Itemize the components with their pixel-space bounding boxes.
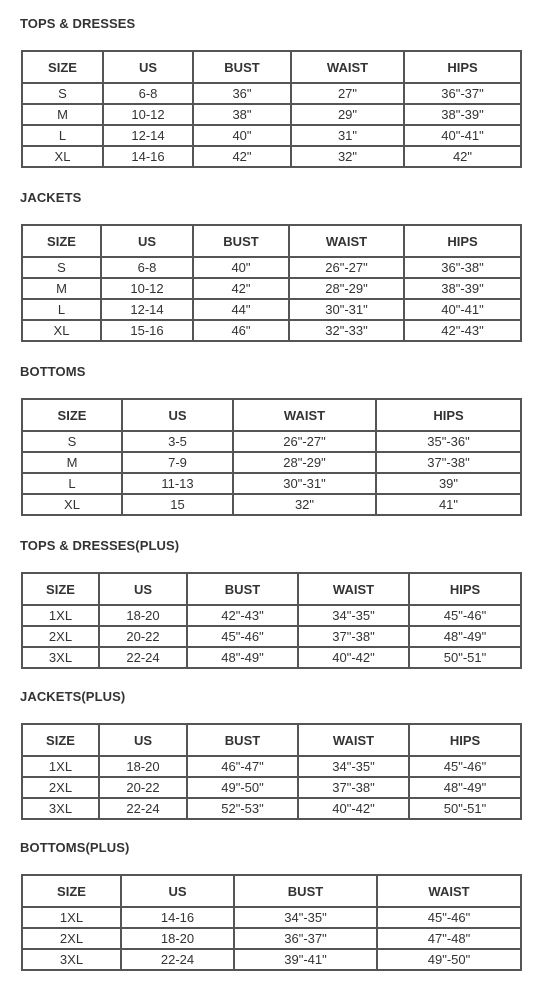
table-cell-hips: 35"-36": [376, 431, 521, 452]
table-cell-size: 2XL: [22, 626, 99, 647]
table-cell-hips: 36"-37": [404, 83, 521, 104]
table-row: [22, 605, 521, 626]
table-cell-size: XL: [22, 494, 122, 515]
table-cell-waist: 40"-42": [298, 647, 409, 668]
column-header-size: SIZE: [22, 875, 121, 907]
table-cell-waist: 30"-31": [233, 473, 376, 494]
table-cell-hips: 42": [404, 146, 521, 167]
column-header-waist: WAIST: [291, 51, 404, 83]
table-cell-size: L: [22, 299, 101, 320]
column-header-bust: BUST: [234, 875, 377, 907]
table-cell-bust: 45"-46": [187, 626, 298, 647]
table-cell-us: 18-20: [99, 756, 187, 777]
table-cell-bust: 49"-50": [187, 777, 298, 798]
section-title-jackets-plus: JACKETS(PLUS): [20, 689, 126, 704]
size-table-tops-dresses-plus: [21, 572, 522, 669]
section-title-tops-dresses-plus: TOPS & DRESSES(PLUS): [20, 538, 180, 553]
table-cell-hips: 45"-46": [409, 756, 521, 777]
table-cell-size: S: [22, 257, 101, 278]
table-cell-bust: 34"-35": [234, 907, 377, 928]
table-cell-us: 20-22: [99, 626, 187, 647]
table-cell-waist: 26"-27": [233, 431, 376, 452]
column-header-bust: BUST: [193, 51, 291, 83]
size-table-bottoms-plus: [21, 874, 522, 971]
table-header-row: [22, 399, 521, 431]
table-cell-bust: 36"-37": [234, 928, 377, 949]
size-table-jackets: [21, 224, 522, 342]
table-cell-waist: 37"-38": [298, 626, 409, 647]
table-row: [22, 320, 521, 341]
table-row: [22, 626, 521, 647]
column-header-waist: WAIST: [298, 724, 409, 756]
table-cell-us: 3-5: [122, 431, 233, 452]
table-cell-size: M: [22, 104, 103, 125]
table-cell-us: 7-9: [122, 452, 233, 473]
table-row: [22, 431, 521, 452]
table-cell-waist: 37"-38": [298, 777, 409, 798]
column-header-bust: BUST: [187, 724, 298, 756]
table-row: [22, 104, 521, 125]
column-header-size: SIZE: [22, 724, 99, 756]
table-cell-hips: 40"-41": [404, 299, 521, 320]
table-cell-waist: 34"-35": [298, 605, 409, 626]
table-cell-size: S: [22, 83, 103, 104]
section-title-bottoms: BOTTOMS: [20, 364, 86, 379]
column-header-hips: HIPS: [404, 225, 521, 257]
table-cell-size: M: [22, 452, 122, 473]
table-cell-size: L: [22, 125, 103, 146]
table-header-row: [22, 724, 521, 756]
column-header-us: US: [99, 724, 187, 756]
table-cell-us: 14-16: [121, 907, 234, 928]
table-cell-us: 6-8: [103, 83, 193, 104]
table-cell-us: 15-16: [101, 320, 193, 341]
table-cell-size: M: [22, 278, 101, 299]
table-cell-waist: 49"-50": [377, 949, 521, 970]
table-cell-hips: 38"-39": [404, 278, 521, 299]
table-header-row: [22, 225, 521, 257]
table-cell-us: 18-20: [121, 928, 234, 949]
table-row: [22, 125, 521, 146]
table-cell-us: 12-14: [103, 125, 193, 146]
table-cell-waist: 29": [291, 104, 404, 125]
table-row: [22, 756, 521, 777]
table-cell-us: 10-12: [103, 104, 193, 125]
table-cell-waist: 47"-48": [377, 928, 521, 949]
table-cell-size: L: [22, 473, 122, 494]
table-row: [22, 299, 521, 320]
table-cell-bust: 42": [193, 278, 289, 299]
column-header-us: US: [101, 225, 193, 257]
table-row: [22, 907, 521, 928]
column-header-us: US: [99, 573, 187, 605]
table-cell-hips: 39": [376, 473, 521, 494]
table-cell-hips: 45"-46": [409, 605, 521, 626]
table-cell-bust: 44": [193, 299, 289, 320]
table-cell-bust: 38": [193, 104, 291, 125]
table-cell-hips: 37"-38": [376, 452, 521, 473]
table-row: [22, 83, 521, 104]
table-cell-size: XL: [22, 320, 101, 341]
table-cell-size: 1XL: [22, 605, 99, 626]
table-row: [22, 647, 521, 668]
table-cell-waist: 30"-31": [289, 299, 404, 320]
table-cell-hips: 41": [376, 494, 521, 515]
table-row: [22, 949, 521, 970]
column-header-waist: WAIST: [233, 399, 376, 431]
table-row: [22, 798, 521, 819]
section-title-jackets: JACKETS: [20, 190, 82, 205]
column-header-hips: HIPS: [376, 399, 521, 431]
table-cell-hips: 50"-51": [409, 798, 521, 819]
table-cell-size: 3XL: [22, 647, 99, 668]
size-table-jackets-plus: [21, 723, 522, 820]
table-cell-bust: 40": [193, 257, 289, 278]
table-cell-waist: 32"-33": [289, 320, 404, 341]
table-cell-bust: 40": [193, 125, 291, 146]
size-table-tops-dresses: [21, 50, 522, 168]
table-row: [22, 278, 521, 299]
table-cell-bust: 42"-43": [187, 605, 298, 626]
table-cell-us: 10-12: [101, 278, 193, 299]
table-cell-waist: 45"-46": [377, 907, 521, 928]
column-header-size: SIZE: [22, 399, 122, 431]
table-cell-us: 22-24: [121, 949, 234, 970]
table-cell-hips: 48"-49": [409, 626, 521, 647]
table-cell-us: 14-16: [103, 146, 193, 167]
table-cell-size: XL: [22, 146, 103, 167]
table-cell-bust: 48"-49": [187, 647, 298, 668]
table-cell-size: 1XL: [22, 907, 121, 928]
table-cell-hips: 42"-43": [404, 320, 521, 341]
table-cell-bust: 36": [193, 83, 291, 104]
table-cell-bust: 52"-53": [187, 798, 298, 819]
table-cell-waist: 28"-29": [289, 278, 404, 299]
table-cell-size: 1XL: [22, 756, 99, 777]
table-cell-size: 3XL: [22, 798, 99, 819]
table-cell-waist: 32": [291, 146, 404, 167]
table-cell-size: S: [22, 431, 122, 452]
table-row: [22, 257, 521, 278]
column-header-us: US: [122, 399, 233, 431]
table-row: [22, 452, 521, 473]
section-title-tops-dresses: TOPS & DRESSES: [20, 16, 136, 31]
table-cell-us: 18-20: [99, 605, 187, 626]
column-header-size: SIZE: [22, 225, 101, 257]
table-cell-size: 3XL: [22, 949, 121, 970]
table-cell-size: 2XL: [22, 928, 121, 949]
table-cell-us: 20-22: [99, 777, 187, 798]
column-header-hips: HIPS: [409, 724, 521, 756]
column-header-hips: HIPS: [404, 51, 521, 83]
table-cell-us: 11-13: [122, 473, 233, 494]
table-header-row: [22, 875, 521, 907]
table-cell-bust: 46": [193, 320, 289, 341]
column-header-us: US: [121, 875, 234, 907]
table-row: [22, 494, 521, 515]
table-cell-waist: 31": [291, 125, 404, 146]
table-cell-waist: 28"-29": [233, 452, 376, 473]
table-cell-bust: 46"-47": [187, 756, 298, 777]
table-cell-hips: 36"-38": [404, 257, 521, 278]
table-cell-bust: 42": [193, 146, 291, 167]
table-row: [22, 473, 521, 494]
table-cell-us: 12-14: [101, 299, 193, 320]
column-header-bust: BUST: [193, 225, 289, 257]
table-row: [22, 146, 521, 167]
table-cell-us: 22-24: [99, 798, 187, 819]
table-cell-hips: 40"-41": [404, 125, 521, 146]
column-header-size: SIZE: [22, 573, 99, 605]
table-cell-hips: 38"-39": [404, 104, 521, 125]
size-table-bottoms: [21, 398, 522, 516]
column-header-bust: BUST: [187, 573, 298, 605]
table-cell-us: 22-24: [99, 647, 187, 668]
column-header-waist: WAIST: [289, 225, 404, 257]
column-header-size: SIZE: [22, 51, 103, 83]
table-cell-waist: 27": [291, 83, 404, 104]
table-header-row: [22, 573, 521, 605]
table-cell-hips: 50"-51": [409, 647, 521, 668]
table-cell-hips: 48"-49": [409, 777, 521, 798]
table-cell-waist: 34"-35": [298, 756, 409, 777]
column-header-waist: WAIST: [377, 875, 521, 907]
column-header-waist: WAIST: [298, 573, 409, 605]
table-row: [22, 928, 521, 949]
table-cell-us: 15: [122, 494, 233, 515]
table-cell-bust: 39"-41": [234, 949, 377, 970]
table-cell-waist: 40"-42": [298, 798, 409, 819]
table-cell-waist: 26"-27": [289, 257, 404, 278]
column-header-hips: HIPS: [409, 573, 521, 605]
table-cell-us: 6-8: [101, 257, 193, 278]
table-header-row: [22, 51, 521, 83]
column-header-us: US: [103, 51, 193, 83]
section-title-bottoms-plus: BOTTOMS(PLUS): [20, 840, 130, 855]
table-cell-size: 2XL: [22, 777, 99, 798]
table-row: [22, 777, 521, 798]
table-cell-waist: 32": [233, 494, 376, 515]
